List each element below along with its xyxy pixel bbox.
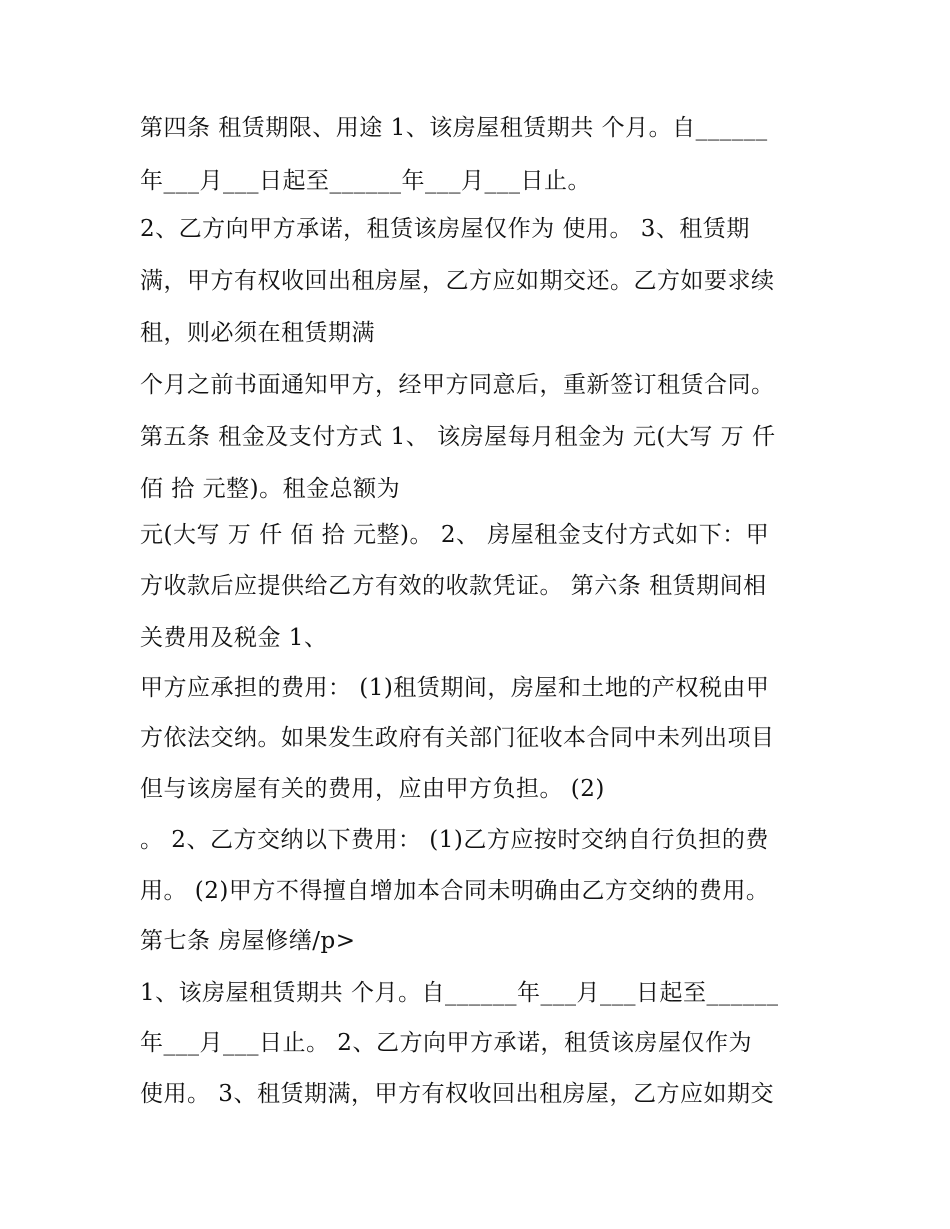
text-line: 年___月___日止。 2、乙方向甲方承诺，租赁该房屋仅作为 (140, 1030, 752, 1056)
text-line: 关费用及税金 1、 (140, 625, 328, 651)
text-line: 但与该房屋有关的费用，应由甲方负担。 (2) (140, 776, 605, 802)
text-line: 个月之前书面通知甲方，经甲方同意后，重新签订租赁合同。 (140, 372, 775, 398)
text-line: 。 2、乙方交纳以下费用： (1)乙方应按时交纳自行负担的费 (140, 827, 769, 853)
text-line: 满，甲方有权收回出租房屋，乙方应如期交还。乙方如要求续 (140, 268, 775, 294)
text-line: 使用。 3、租赁期满，甲方有权收回出租房屋，乙方应如期交 (140, 1081, 774, 1107)
text-line: 方依法交纳。如果发生政府有关部门征收本合同中未列出项目 (140, 725, 775, 751)
text-line: 方收款后应提供给乙方有效的收款凭证。 第六条 租赁期间相 (140, 573, 767, 599)
text-line: 年___月___日起至______年___月___日止。 (140, 168, 591, 194)
text-line: 第五条 租金及支付方式 1、 该房屋每月租金为 元(大写 万 仟 (140, 424, 776, 450)
text-line: 租，则必须在租赁期满 (140, 320, 375, 346)
text-line: 2、乙方向甲方承诺，租赁该房屋仅作为 使用。 3、租赁期 (140, 216, 750, 242)
text-line: 甲方应承担的费用： (1)租赁期间，房屋和土地的产权税由甲 (140, 675, 770, 701)
text-line: 第四条 租赁期限、用途 1、该房屋租赁期共 个月。自______ (140, 115, 768, 141)
text-line: 第七条 房屋修缮/p> (140, 928, 356, 954)
text-line: 用。 (2)甲方不得擅自增加本合同未明确由乙方交纳的费用。 (140, 878, 770, 904)
text-line: 1、该房屋租赁期共 个月。自______年___月___日起至______ (140, 980, 779, 1006)
text-line: 佰 拾 元整)。租金总额为 (140, 476, 401, 502)
text-line: 元(大写 万 仟 佰 拾 元整)。 2、 房屋租金支付方式如下：甲 (140, 522, 770, 548)
